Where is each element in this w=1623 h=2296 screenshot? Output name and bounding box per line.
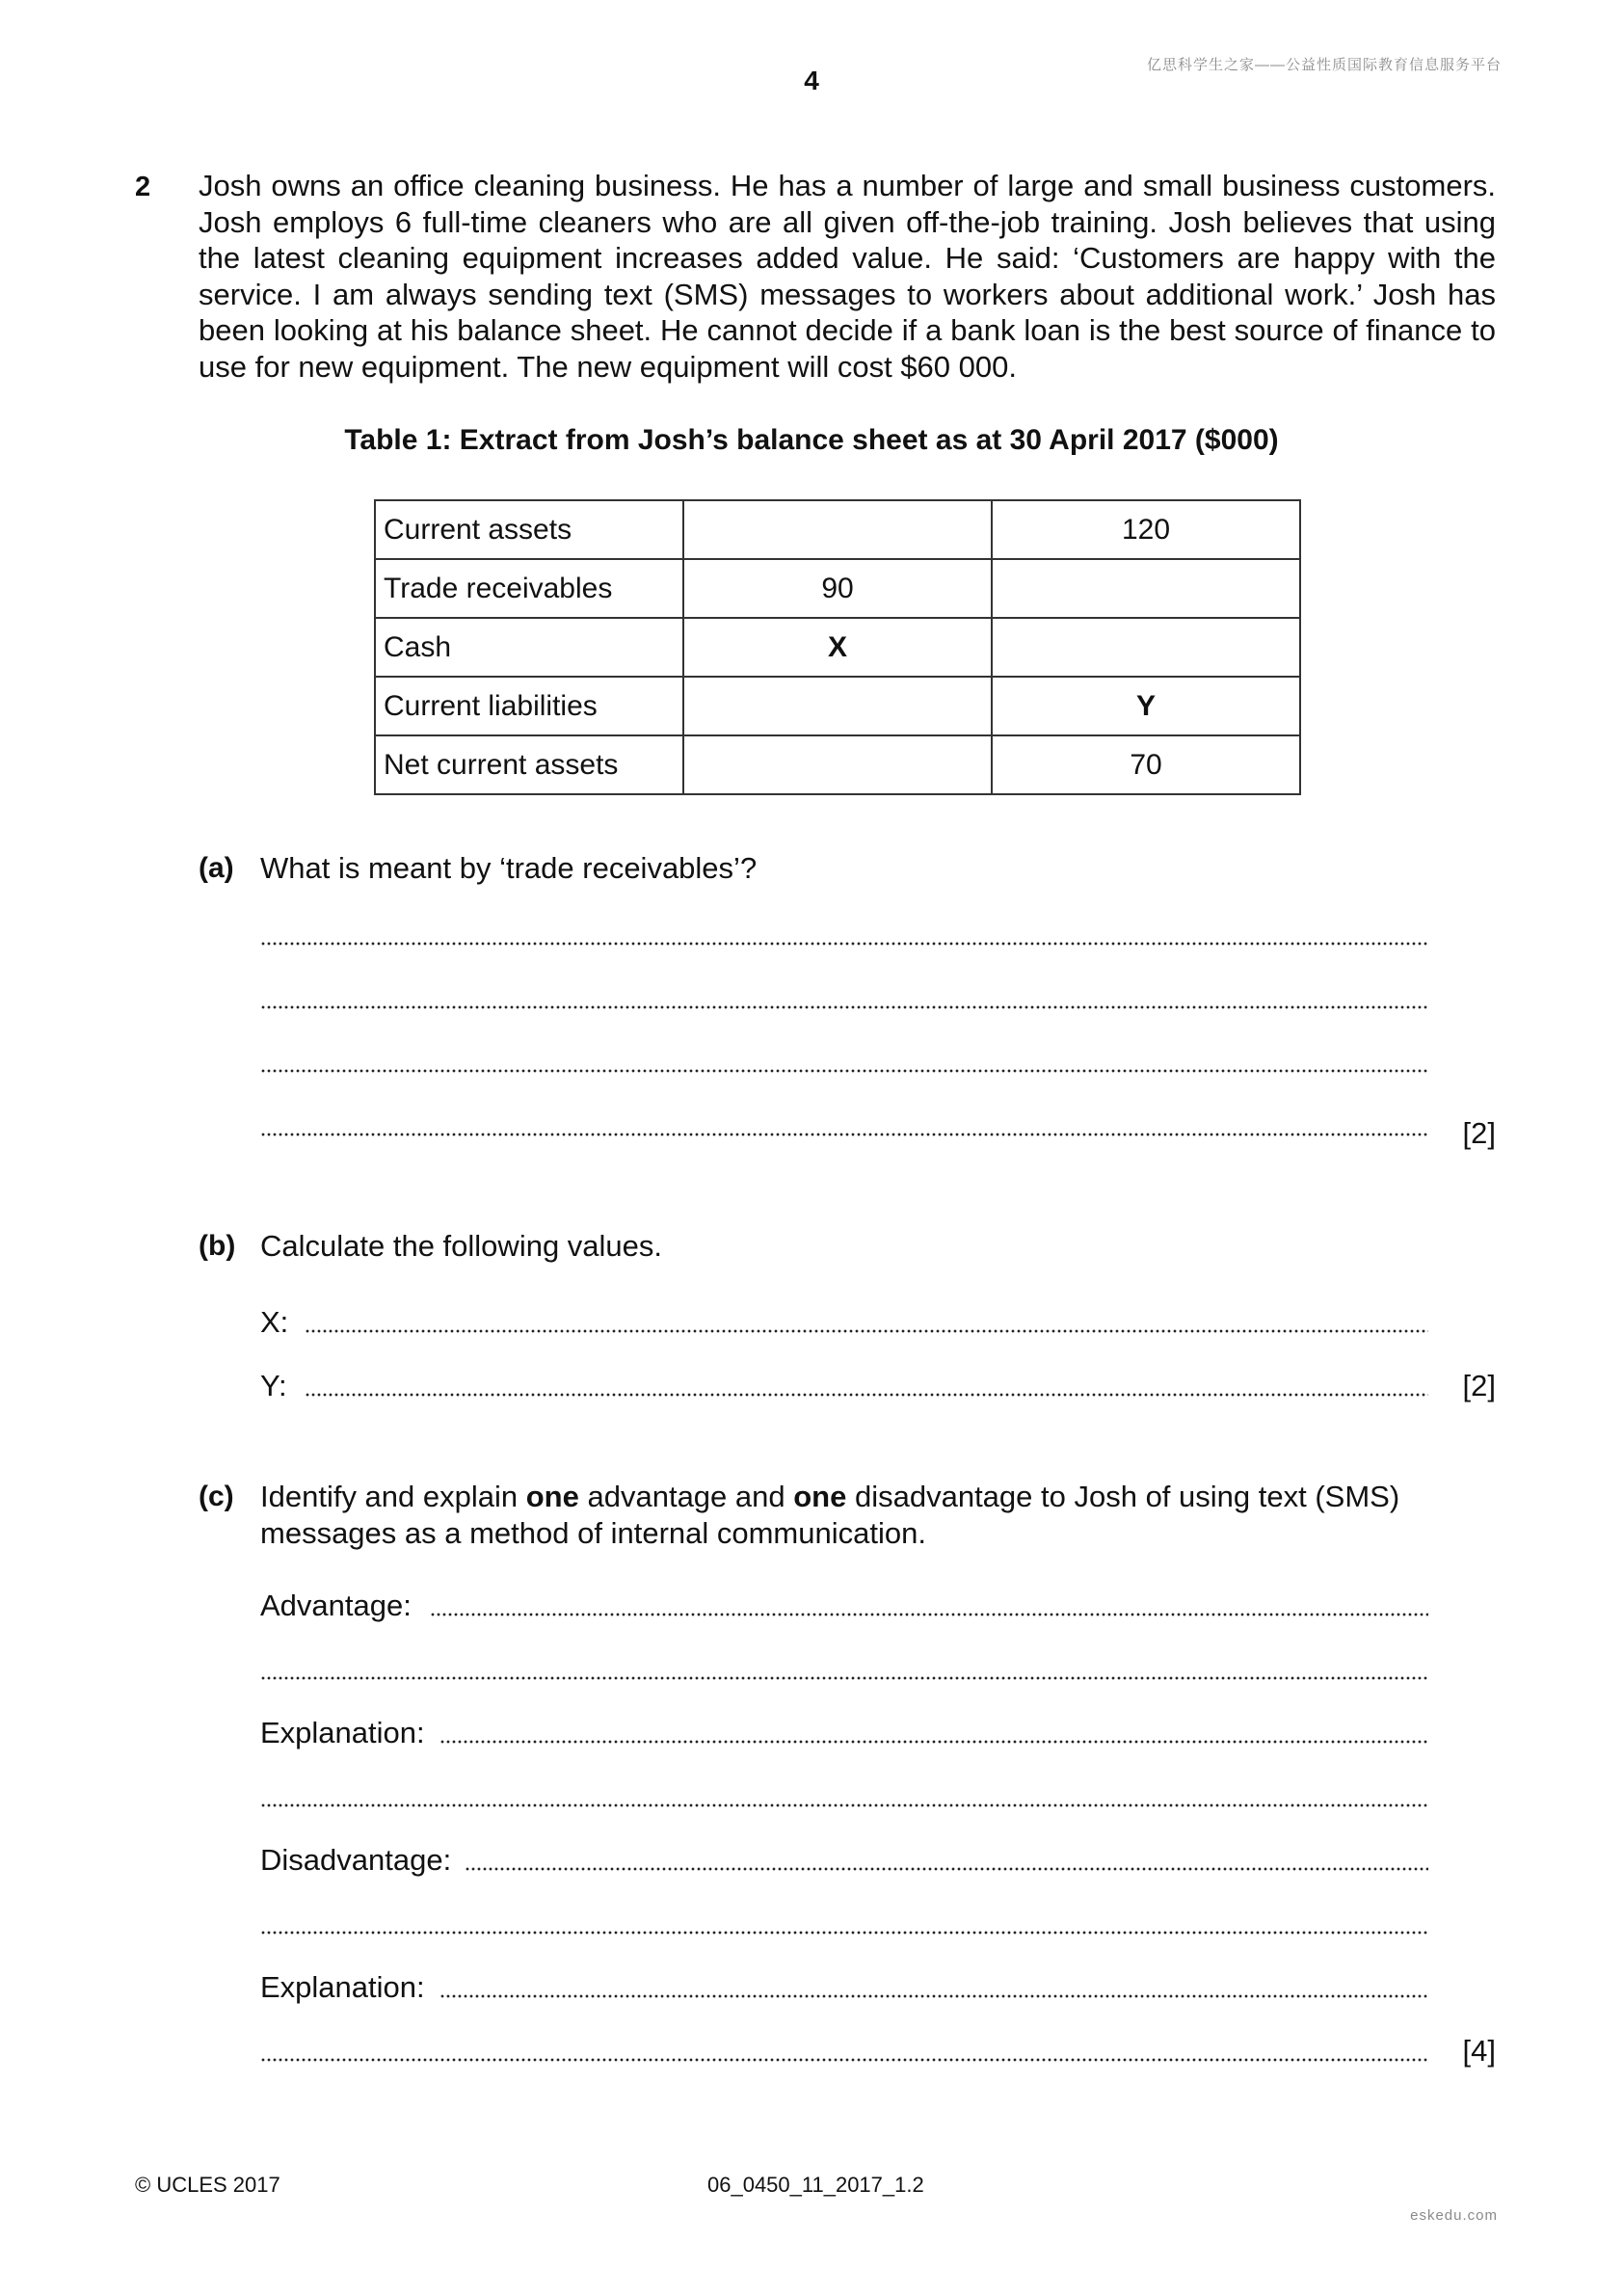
y-label: Y: xyxy=(260,1369,287,1402)
row-label: Net current assets xyxy=(375,735,683,794)
page-number: 4 xyxy=(804,66,819,95)
row-col3: 120 xyxy=(992,500,1300,559)
explanation-answer-line[interactable] xyxy=(439,1737,1428,1747)
row-col2 xyxy=(683,500,992,559)
row-col3: 70 xyxy=(992,735,1300,794)
row-label: Trade receivables xyxy=(375,559,683,618)
answer-line[interactable] xyxy=(260,1066,1428,1076)
part-c-question xyxy=(260,1479,1428,1551)
part-c-label: (c) xyxy=(199,1481,234,1512)
footer-copyright: © UCLES 2017 xyxy=(135,2173,280,2197)
answer-line[interactable] xyxy=(260,1130,1428,1139)
row-col3 xyxy=(992,618,1300,677)
row-col2 xyxy=(683,677,992,735)
answer-line[interactable] xyxy=(260,939,1428,948)
disadvantage-label: Disadvantage: xyxy=(260,1843,452,1877)
part-c-marks: [4] xyxy=(1462,2034,1496,2068)
table-row xyxy=(375,500,1300,559)
explanation-label-1: Explanation: xyxy=(260,1716,425,1749)
part-a-question: What is meant by ‘trade receivables’? xyxy=(260,851,758,885)
answer-line[interactable] xyxy=(260,1801,1428,1810)
answer-line[interactable] xyxy=(260,1928,1428,1937)
row-label: Current liabilities xyxy=(375,677,683,735)
question-intro: Josh owns an office cleaning business. He has a number of large and small business customers. Josh employs 6 full-time cleaners who are all given off-the-job training. Josh believes that using the latest cleaning equipment increases added value. He said: ‘Customers are happy with the service. I am always sending text (SMS) messages to workers about additional work.’ Josh has been looking at his balance sheet. He cannot decide if a bank loan is the best source of finance to use for new equipment. The new equipment will cost $60 000. xyxy=(199,169,1496,384)
explanation-label-2: Explanation: xyxy=(260,1970,425,2004)
table-caption: Table 1: Extract from Josh’s balance sheet as at 30 April 2017 ($000) xyxy=(344,424,1279,456)
part-c-text-3: disadvantage to Josh of using text (SMS) messages as a method of internal communication. xyxy=(260,1480,1400,1550)
part-b-label: (b) xyxy=(199,1230,236,1262)
row-col3: Y xyxy=(992,677,1300,735)
row-col2: 90 xyxy=(683,559,992,618)
table-row xyxy=(375,677,1300,735)
y-answer-line[interactable] xyxy=(305,1390,1428,1400)
row-col2: X xyxy=(683,618,992,677)
question-number: 2 xyxy=(135,172,151,202)
balance-sheet-table xyxy=(374,499,1301,795)
part-c-bold-2: one xyxy=(793,1480,847,1513)
row-col3 xyxy=(992,559,1300,618)
part-a-marks: [2] xyxy=(1462,1116,1496,1150)
row-col2 xyxy=(683,735,992,794)
row-label: Current assets xyxy=(375,500,683,559)
disadvantage-answer-line[interactable] xyxy=(465,1864,1428,1874)
footer-code: 06_0450_11_2017_1.2 xyxy=(707,2173,924,2197)
answer-line[interactable] xyxy=(260,2055,1428,2065)
part-c-text-2: advantage and xyxy=(578,1480,794,1513)
x-answer-line[interactable] xyxy=(305,1326,1428,1336)
header-watermark: 亿思科学生之家——公益性质国际教育信息服务平台 xyxy=(1146,57,1502,73)
advantage-label: Advantage: xyxy=(260,1589,412,1622)
advantage-answer-line[interactable] xyxy=(430,1610,1428,1619)
table-row xyxy=(375,735,1300,794)
table-row xyxy=(375,618,1300,677)
footer-watermark: eskedu.com xyxy=(1410,2207,1498,2224)
part-b-marks: [2] xyxy=(1462,1369,1496,1402)
part-c-text-1: Identify and explain xyxy=(260,1480,526,1513)
answer-line[interactable] xyxy=(260,1002,1428,1012)
table-row xyxy=(375,559,1300,618)
x-label: X: xyxy=(260,1305,289,1339)
part-c-bold-1: one xyxy=(525,1480,579,1513)
answer-line[interactable] xyxy=(260,1673,1428,1683)
row-label: Cash xyxy=(375,618,683,677)
part-b-question: Calculate the following values. xyxy=(260,1229,663,1263)
explanation-answer-line[interactable] xyxy=(439,1991,1428,2001)
part-a-label: (a) xyxy=(199,852,234,884)
